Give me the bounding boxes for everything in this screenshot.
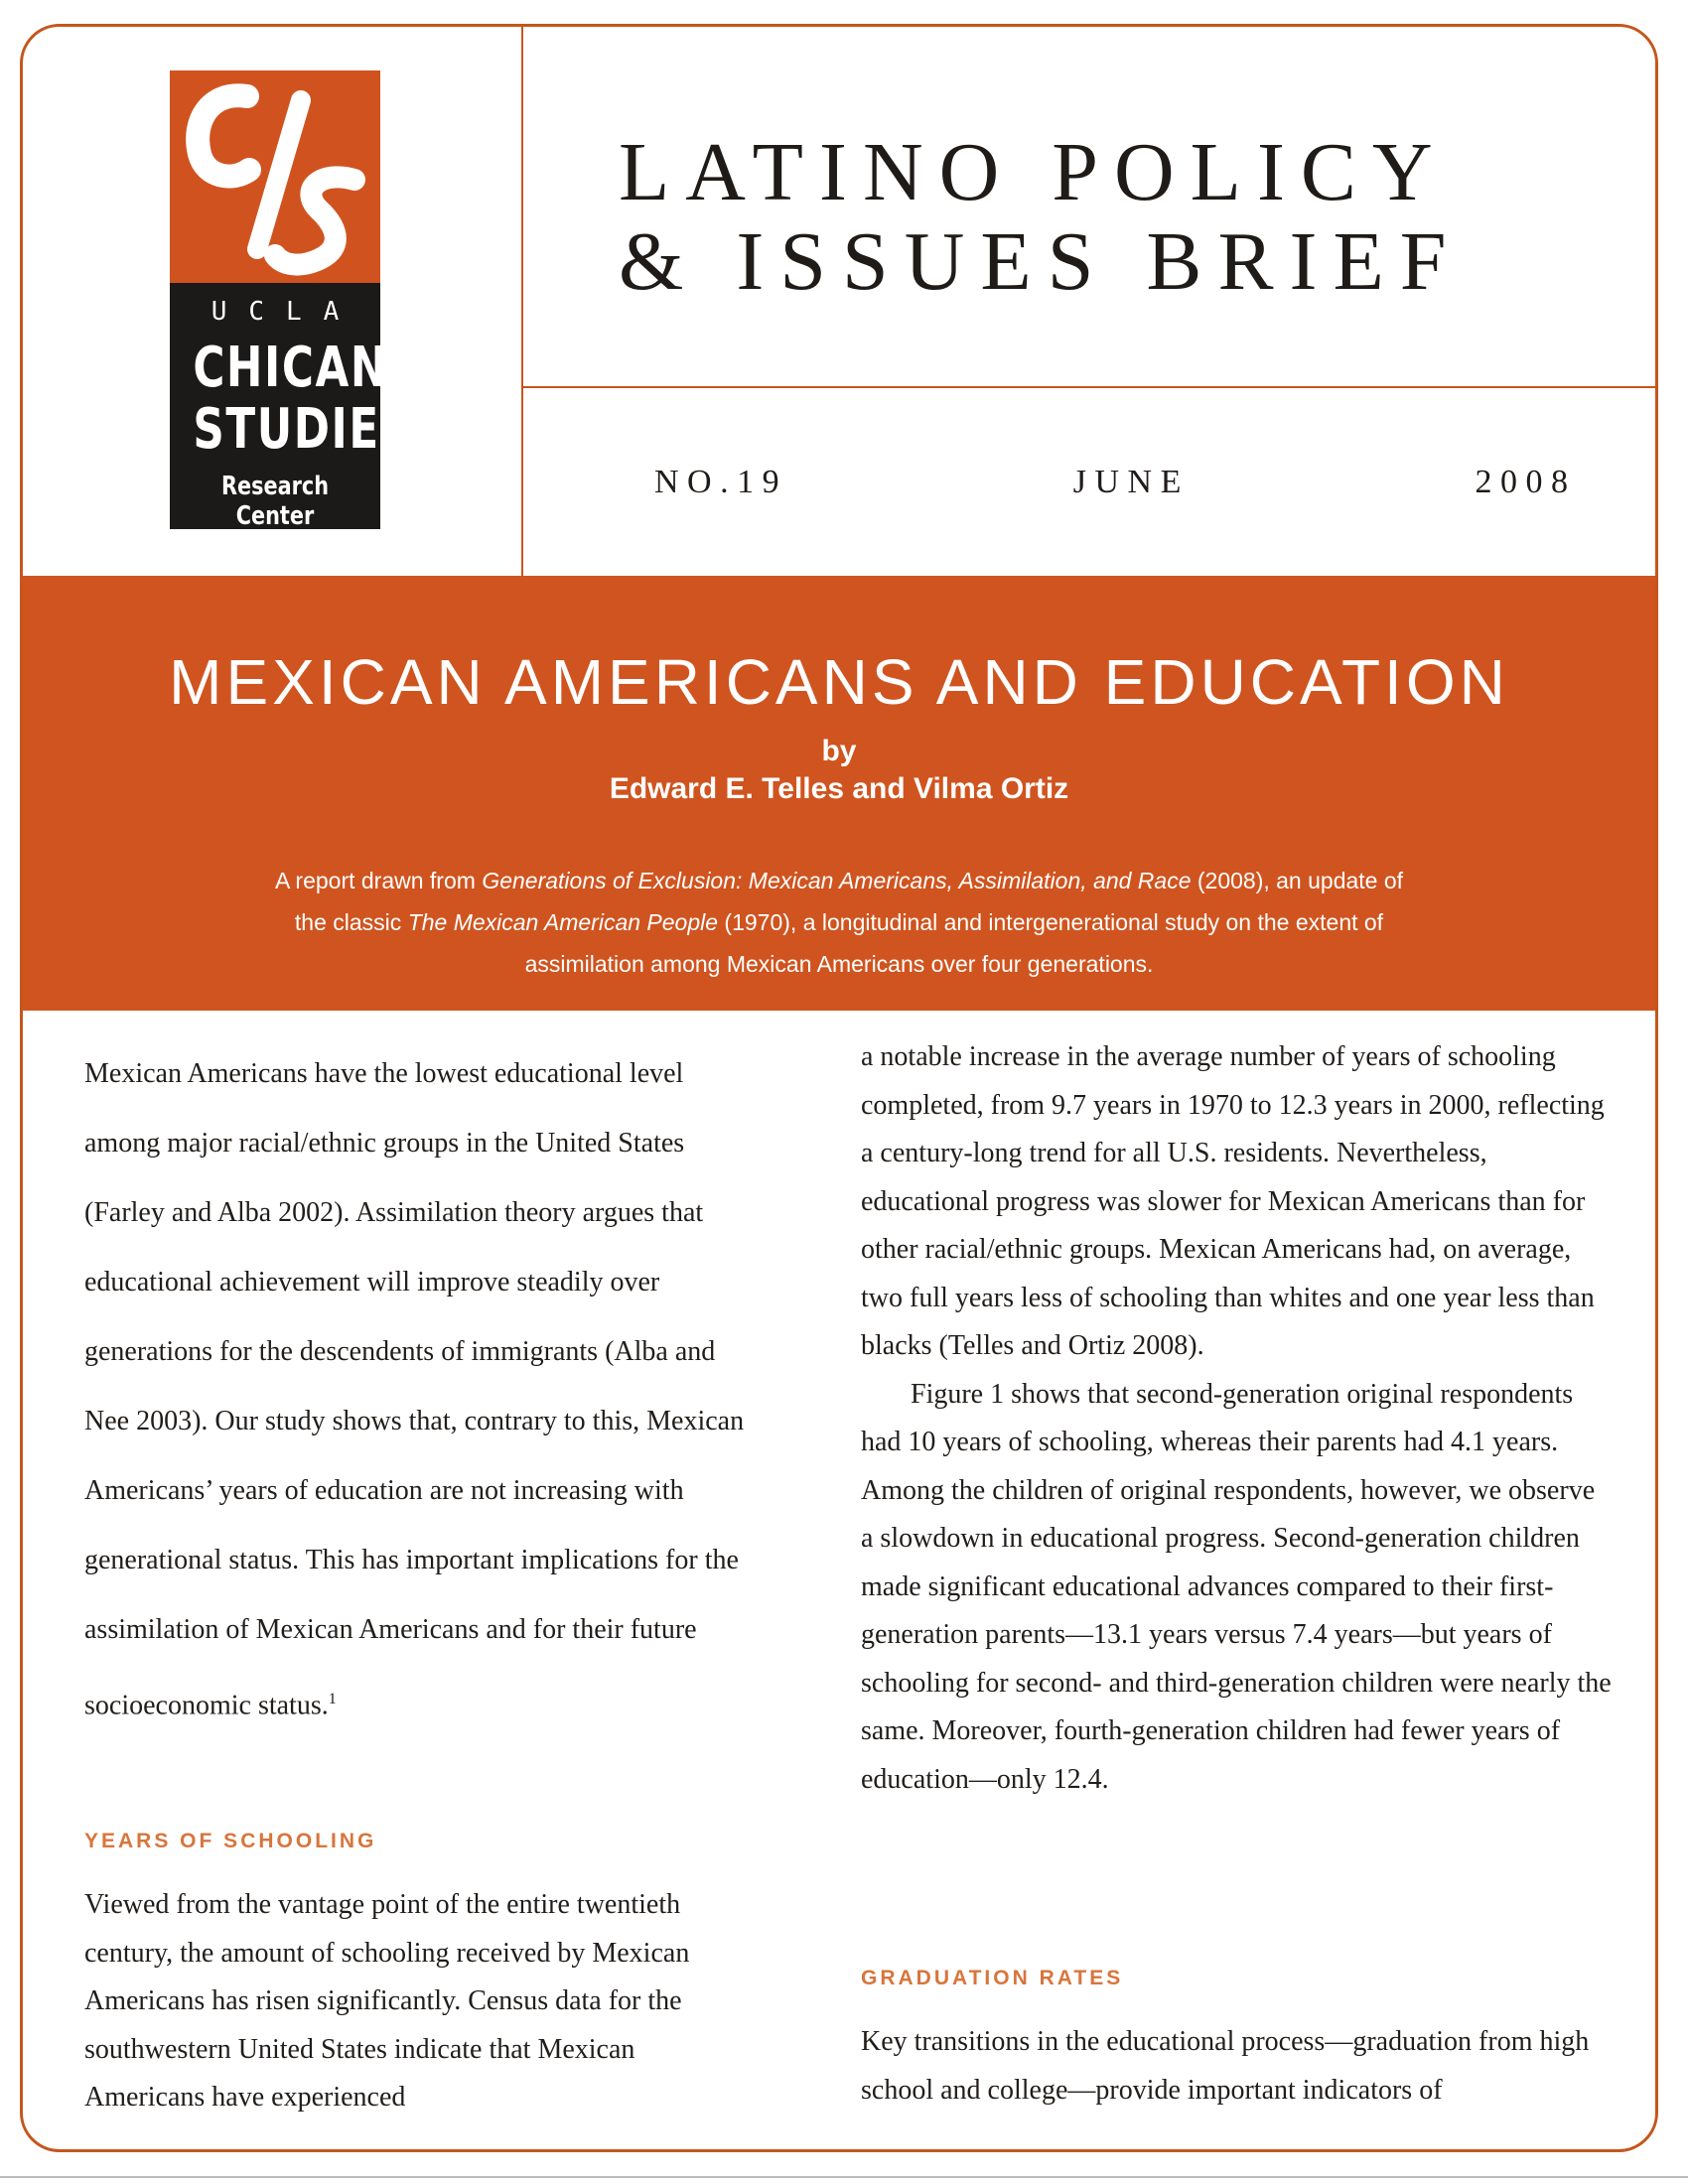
- brief-title: [619, 128, 1592, 307]
- right-paragraph-2: Figure 1 shows that second-generation original respondents had 10 years of schooling, whereas their parents had 4.1 years. Among the children of original respondents, however, we observe a slowdown in educational progress. Second-generation children made significant educational advances compared to their first-generation parents—13.1 years versus 7.4 years—but years of schooling for second- and third-generation children were nearly the same. Moreover, fourth-generation children had fewer years of education—only 12.4.: [861, 1378, 1612, 1795]
- years-of-schooling-paragraph: Viewed from the vantage point of the entire twentieth century, the amount of schooling received by Mexican Americans has risen significantly. Census data for the southwestern United States indicate that Mexican Americans have experienced: [84, 1889, 690, 2113]
- graduation-rates-paragraph: Key transitions in the educational process—graduation from high school and college—provide important indicators of: [861, 2026, 1590, 2106]
- logo-text-block: [170, 283, 427, 531]
- right-paragraph-1: a notable increase in the average number of years of schooling completed, from 9.7 years in 1970 to 12.3 years in 2000, reflecting a century-long trend for all U.S. residents. Nevertheless, educational progress was slower for Mexican Americans than for other racial/ethnic groups. Mexican Americans had, on average, two full years less of schooling than whites and one year less than blacks (Telles and Ortiz 2008).: [861, 1041, 1605, 1361]
- summary-part-b: (2008), an update of the classic: [294, 868, 1404, 935]
- logo-studies: STUDIES: [193, 397, 413, 462]
- header-divider-vertical: [521, 27, 523, 576]
- brief-title-line2: & ISSUES BRIEF: [619, 215, 1463, 308]
- chicano-studies-logo: [170, 70, 427, 531]
- issue-year: 2 0 0 8: [1475, 464, 1568, 500]
- logo-chicano: CHICANO: [193, 336, 427, 400]
- issue-number: N O . 1 9: [654, 464, 779, 500]
- authors: Edward E. Telles and Vilma Ortiz: [609, 772, 1069, 805]
- right-heading-wrap: [861, 1967, 1612, 1990]
- report-summary: [271, 860, 1407, 985]
- page-bottom-rule: [0, 2176, 1688, 2178]
- left-heading-wrap: [84, 1830, 748, 1853]
- summary-classic-title: The Mexican American People: [407, 909, 719, 935]
- footnote-mark: 1: [328, 1691, 337, 1707]
- article-title: MEXICAN AMERICANS AND EDUCATION: [169, 646, 1509, 718]
- right-column: [861, 1033, 1612, 1804]
- page-frame: [20, 24, 1658, 2152]
- section-heading-years-of-schooling: YEARS OF SCHOOLING: [84, 1830, 377, 1852]
- intro-paragraph: [84, 1039, 748, 1740]
- left-column: [84, 1039, 748, 1740]
- left-body-wrap: [84, 1881, 740, 2122]
- summary-book-title: Generations of Exclusion: Mexican Americans, Assimilation, and Race: [482, 868, 1192, 893]
- cs-mark-icon: [170, 70, 380, 283]
- logo-mark: [170, 70, 380, 283]
- issue-month: J U N E: [1072, 464, 1182, 500]
- logo-research-center: Research Center: [220, 472, 330, 531]
- header-divider-horizontal: [523, 386, 1655, 388]
- logo-ucla: UCLA: [211, 297, 361, 327]
- brief-title-line1: LATINO POLICY: [619, 126, 1449, 218]
- intro-text: Mexican Americans have the lowest educational level among major racial/ethnic groups in the United States (Farley and Alba 2002). Assimilation theory argues that educational achievement will improve steadily over generations for the descendents of immigrants (Alba and Nee 2003). Our study shows that, contrary to this, Mexican Americans’ years of education are not increasing with generational status. This has important implications for the assimilation of Mexican Americans and for their future socioeconomic status.: [84, 1058, 745, 1721]
- right-body-wrap: [861, 2018, 1612, 2115]
- summary-part-a: A report drawn from: [274, 868, 483, 893]
- title-banner: [23, 576, 1655, 1011]
- issue-line: [654, 464, 1568, 501]
- section-heading-graduation-rates: GRADUATION RATES: [861, 1967, 1124, 1989]
- summary-part-c: (1970), a longitudinal and intergenerational study on the extent of assimilation among Mexican Americans over four generations.: [524, 909, 1384, 977]
- byline-by: by: [821, 735, 857, 767]
